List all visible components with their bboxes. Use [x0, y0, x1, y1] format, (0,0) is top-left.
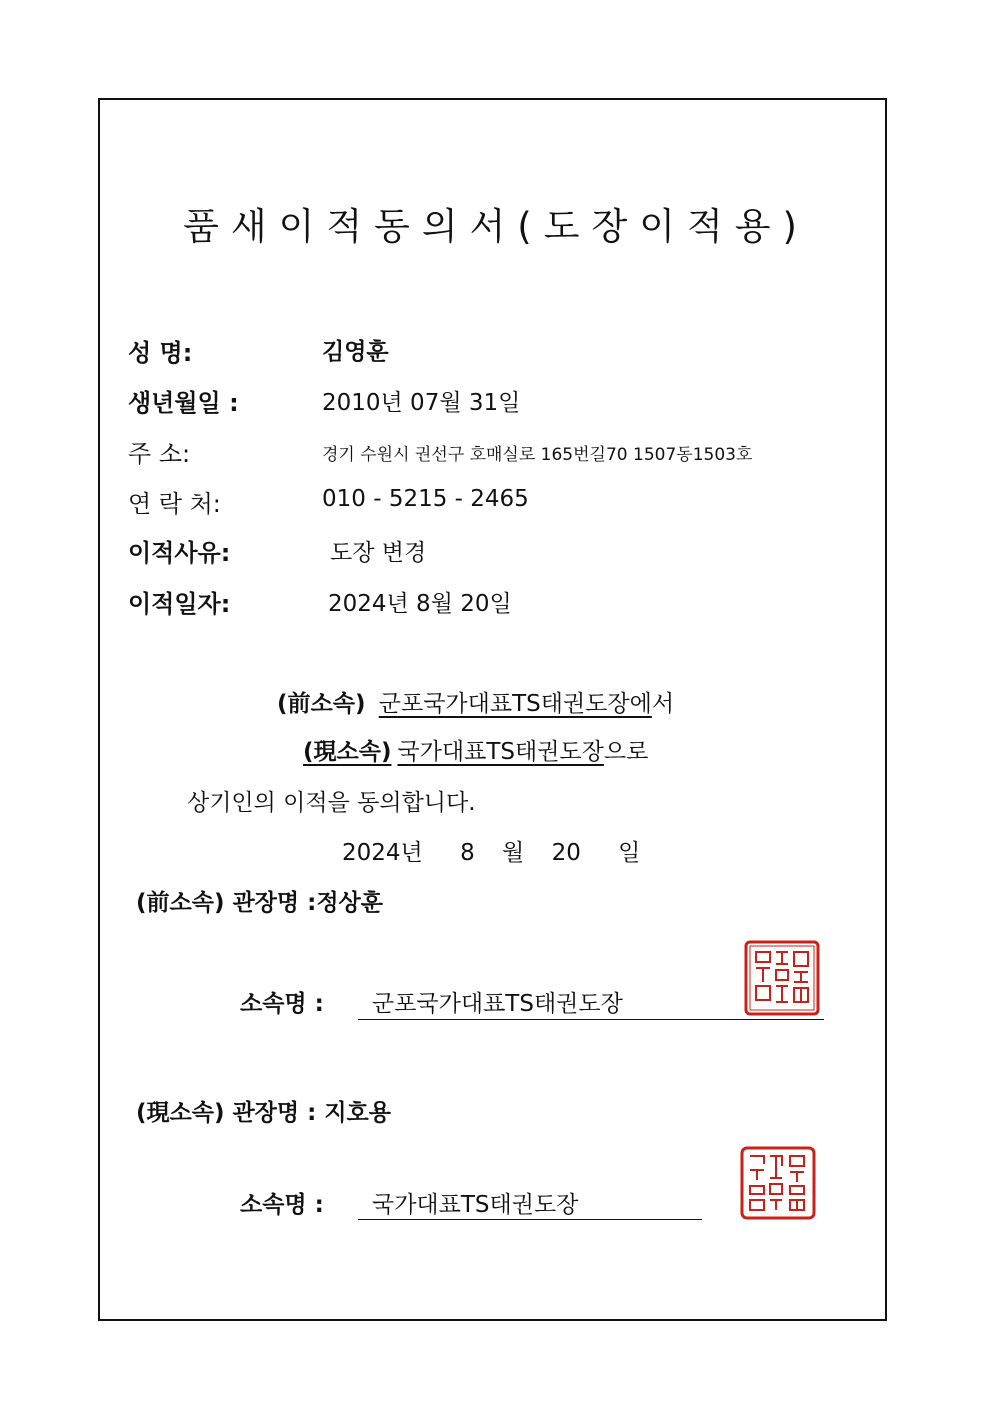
contact-label: 연 락 처:: [128, 490, 221, 518]
name-label: 성 명:: [128, 339, 193, 367]
signing-date-day: 20: [551, 840, 581, 866]
signing-date-day-unit: 일: [618, 840, 641, 866]
prev-signature-line: [358, 1019, 824, 1020]
prev-affiliation-value: 군포국가대표TS태권도장: [372, 991, 623, 1017]
signing-date-month: 8: [460, 840, 475, 866]
address-value: 경기 수원시 권선구 호매실로 165번길70 1507동1503호: [322, 445, 753, 465]
document-title: 품새이적동의서(도장이적용): [183, 205, 809, 248]
curr-director-label: (現소속) 관장명 : 지호용: [136, 1100, 391, 1126]
birthdate-label: 생년월일 :: [128, 389, 239, 417]
curr-affiliation-value: 국가대표TS태권도장: [372, 1192, 579, 1218]
reason-label: 이적사유:: [128, 539, 231, 567]
prev-dojang-name: 군포국가대표TS태권도장에: [378, 691, 652, 717]
prev-affiliation-suffix: 서: [651, 691, 675, 717]
curr-affiliation-label: 소속명 :: [240, 1192, 324, 1218]
curr-affiliation-suffix: 으로: [603, 739, 649, 765]
address-label: 주 소:: [128, 440, 191, 468]
contact-value: 010 - 5215 - 2465: [322, 486, 529, 512]
name-value: 김영훈: [322, 339, 389, 365]
prev-director-label: (前소속) 관장명 :정상훈: [136, 890, 383, 916]
curr-affiliation-line: [303, 733, 648, 766]
prev-dojang-seal: [744, 940, 820, 1016]
prev-affiliation-label: 소속명 :: [240, 991, 324, 1017]
transfer-date-label: 이적일자:: [128, 590, 231, 618]
signing-date-year: 2024년: [342, 840, 423, 866]
consent-statement: 상기인의 이적을 동의합니다.: [187, 790, 476, 816]
prev-affiliation-line: [277, 685, 674, 718]
transfer-date-value: 2024년 8월 20일: [328, 591, 512, 617]
curr-dojang-seal: [740, 1146, 816, 1220]
curr-signature-line: [358, 1219, 702, 1220]
reason-value: 도장 변경: [330, 540, 427, 566]
prev-affiliation-prefix: (前소속): [277, 691, 366, 717]
curr-affiliation-prefix: (現소속): [303, 739, 392, 765]
signing-date: [342, 834, 640, 867]
signing-date-month-unit: 월: [502, 840, 525, 866]
curr-dojang-name: 국가대표TS태권도장: [397, 739, 604, 765]
birthdate-value: 2010년 07월 31일: [322, 390, 521, 416]
